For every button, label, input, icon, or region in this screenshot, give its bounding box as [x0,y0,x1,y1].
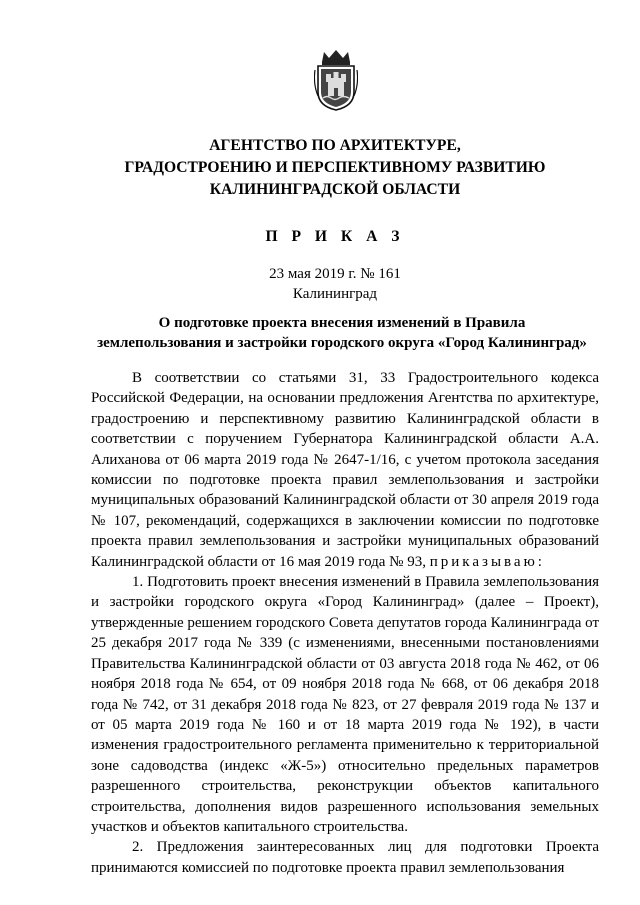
subject-line-2: землепользования и застройки городского округа «Город Калининград» [97,335,587,351]
coat-of-arms-emblem [314,48,358,112]
body-paragraph-3: 2. Предложения заинтересованных лиц для подготовки Проекта принимаются комиссией по подготовке проекта правил землепользования [91,839,599,876]
subject-line-1: О подготовке проекта внесения изменений в Правила [158,315,526,331]
agency-line-2: ГРАДОСТРОЕНИЮ И ПЕРСПЕКТИВНОМУ РАЗВИТИЮ [124,159,546,176]
agency-line-3: КАЛИНИНГРАДСКОЙ ОБЛАСТИ [209,181,461,198]
agency-line-1: АГЕНТСТВО ПО АРХИТЕКТУРЕ, [209,137,461,154]
document-body [91,368,599,878]
order-word: приказываю: [429,553,545,570]
city: Калининград [292,286,378,302]
body-paragraph-1-text: В соответствии со статьями 31, 33 Градостроительного кодекса Российской Федерации, на основании предложения Агентства по архитектуре, градостроению и перспективному развитию Калининградской области в соответствии с поручением Губернатора Калининградской области А.А. Алиханова от 06 марта 2019 года № 2647-1/16, с учетом протокола заседания комиссии по подготовке проекта правил землепользования и застройки муниципальных образований Калининградской области от 30 апреля 2019 года № 107, рекомендаций, содержащихся в заключении комиссии по подготовке проекта правил землепользования и застройки муниципальных образований Калининградской области от 16 мая 2019 года № 93, [91,370,599,570]
order-subject [84,313,600,353]
body-paragraph-2: 1. Подготовить проект внесения изменений в Правила землепользования и застройки городского округа «Город Калининград» (далее – Проект), утвержденные решением городского Совета депутатов города Калининграда от 25 декабря 2017 года № 339 (с изменениями, внесенными постановлениями Правительства Калининградской области от 03 августа 2018 года № 462, от 06 ноября 2018 года № 654, от 09 ноября 2018 года № 668, от 06 декабря 2018 года № 742, от 31 декабря 2018 года № 823, от 27 февраля 2019 года № 137 и от 05 марта 2019 года № 160 и от 18 марта 2019 года № 192), в части изменения градостроительного регламента применительно к территориальной зоне садоводства (индекс «Ж-5») относительно предельных параметров разрешенного строительства, реконструкции объектов капитального строительства, дополнения видов разрешенного использования земельных участков и объектов капитального строительства. [91,574,600,835]
date-block [60,264,610,304]
date-number: 23 мая 2019 г. № 161 [269,266,401,282]
body-paragraph-1 [91,368,599,572]
document-type-title: П Р И К А З [265,228,405,245]
agency-header [60,135,610,201]
